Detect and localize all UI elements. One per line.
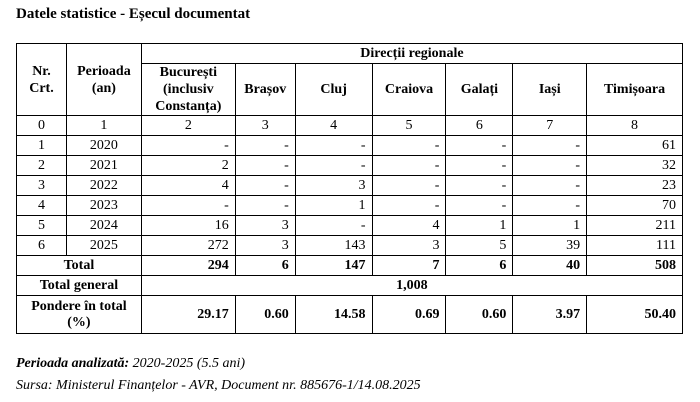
row-value-cell: -: [446, 176, 513, 196]
row-value-cell: -: [513, 136, 587, 156]
row-value-cell: -: [235, 136, 295, 156]
pondere-cell: 0.60: [235, 296, 295, 334]
row-value-cell: 3: [235, 216, 295, 236]
total-cell: 294: [141, 256, 235, 276]
row-value-cell: 3: [235, 236, 295, 256]
row-value-cell: 23: [587, 176, 683, 196]
row-value-cell: 1: [513, 216, 587, 236]
pondere-cell: 3.97: [513, 296, 587, 334]
row-value-cell: -: [372, 136, 446, 156]
header-region-bucuresti: București (inclusiv Constanța): [141, 64, 235, 116]
row-value-cell: 3: [372, 236, 446, 256]
row-value-cell: -: [513, 176, 587, 196]
row-value-cell: 111: [587, 236, 683, 256]
row-value-cell: -: [295, 216, 372, 236]
row-nr-cell: 3: [17, 176, 67, 196]
source-footnote: Sursa: Ministerul Finanțelor - AVR, Document nr. 885676-1/14.08.2025: [16, 378, 421, 393]
row-value-cell: -: [446, 136, 513, 156]
total-general-label: Total general: [17, 276, 142, 296]
header-region-brasov: Brașov: [235, 64, 295, 116]
row-value-cell: 39: [513, 236, 587, 256]
total-general-row: [17, 276, 683, 296]
total-cell: 40: [513, 256, 587, 276]
row-value-cell: -: [446, 196, 513, 216]
table-row: [17, 156, 683, 176]
row-value-cell: -: [235, 196, 295, 216]
row-value-cell: -: [372, 176, 446, 196]
header-region-iasi: Iași: [513, 64, 587, 116]
index-row: [17, 116, 683, 136]
document-title: Datele statistice - Eșecul documentat: [16, 6, 251, 22]
row-nr-cell: 5: [17, 216, 67, 236]
row-nr-cell: 4: [17, 196, 67, 216]
row-value-cell: 4: [141, 176, 235, 196]
total-cell: 147: [295, 256, 372, 276]
header-row-group: [17, 44, 683, 64]
pondere-cell: 50.40: [587, 296, 683, 334]
table-row: [17, 196, 683, 216]
index-cell: 1: [66, 116, 141, 136]
row-value-cell: 3: [295, 176, 372, 196]
row-value-cell: -: [235, 156, 295, 176]
row-value-cell: 5: [446, 236, 513, 256]
header-nr-crt: Nr. Crt.: [17, 44, 67, 116]
row-year-cell: 2023: [66, 196, 141, 216]
row-nr-cell: 2: [17, 156, 67, 176]
row-value-cell: 61: [587, 136, 683, 156]
total-cell: 508: [587, 256, 683, 276]
index-cell: 6: [446, 116, 513, 136]
row-value-cell: -: [513, 156, 587, 176]
header-region-galati: Galați: [446, 64, 513, 116]
period-footnote: [16, 356, 245, 372]
table-row: [17, 236, 683, 256]
row-value-cell: 1: [295, 196, 372, 216]
header-perioada: Perioada (an): [66, 44, 141, 116]
pondere-cell: 14.58: [295, 296, 372, 334]
total-cell: 7: [372, 256, 446, 276]
header-region-timisoara: Timișoara: [587, 64, 683, 116]
pondere-row: [17, 296, 683, 334]
header-region-craiova: Craiova: [372, 64, 446, 116]
period-label: Perioada analizată:: [16, 356, 130, 371]
index-cell: 4: [295, 116, 372, 136]
index-cell: 5: [372, 116, 446, 136]
row-value-cell: 16: [141, 216, 235, 236]
row-nr-cell: 6: [17, 236, 67, 256]
index-cell: 7: [513, 116, 587, 136]
row-year-cell: 2024: [66, 216, 141, 236]
total-cell: 6: [446, 256, 513, 276]
row-value-cell: -: [295, 156, 372, 176]
table-row: [17, 216, 683, 236]
row-nr-cell: 1: [17, 136, 67, 156]
total-row: [17, 256, 683, 276]
row-year-cell: 2022: [66, 176, 141, 196]
row-value-cell: -: [372, 156, 446, 176]
row-year-cell: 2021: [66, 156, 141, 176]
index-cell: 3: [235, 116, 295, 136]
row-value-cell: -: [513, 196, 587, 216]
row-value-cell: 211: [587, 216, 683, 236]
pondere-cell: 0.60: [446, 296, 513, 334]
row-value-cell: -: [141, 196, 235, 216]
statistics-table: [16, 43, 683, 334]
table-row: [17, 136, 683, 156]
row-year-cell: 2025: [66, 236, 141, 256]
row-value-cell: -: [295, 136, 372, 156]
row-value-cell: 1: [446, 216, 513, 236]
row-value-cell: -: [235, 176, 295, 196]
row-value-cell: 143: [295, 236, 372, 256]
row-value-cell: -: [446, 156, 513, 176]
index-cell: 8: [587, 116, 683, 136]
total-general-value: 1,008: [141, 276, 682, 296]
table-row: [17, 176, 683, 196]
index-cell: 2: [141, 116, 235, 136]
row-value-cell: 70: [587, 196, 683, 216]
pondere-cell: 29.17: [141, 296, 235, 334]
row-value-cell: 272: [141, 236, 235, 256]
row-year-cell: 2020: [66, 136, 141, 156]
total-label: Total: [17, 256, 142, 276]
row-value-cell: -: [141, 136, 235, 156]
period-value: 2020-2025 (5.5 ani): [129, 356, 246, 371]
header-directii-regionale: Direcții regionale: [141, 44, 682, 64]
row-value-cell: 2: [141, 156, 235, 176]
header-region-cluj: Cluj: [295, 64, 372, 116]
pondere-cell: 0.69: [372, 296, 446, 334]
pondere-label: Pondere în total (%): [17, 296, 142, 334]
row-value-cell: 32: [587, 156, 683, 176]
index-cell: 0: [17, 116, 67, 136]
row-value-cell: -: [372, 196, 446, 216]
total-cell: 6: [235, 256, 295, 276]
data-rows: [17, 136, 683, 256]
row-value-cell: 4: [372, 216, 446, 236]
